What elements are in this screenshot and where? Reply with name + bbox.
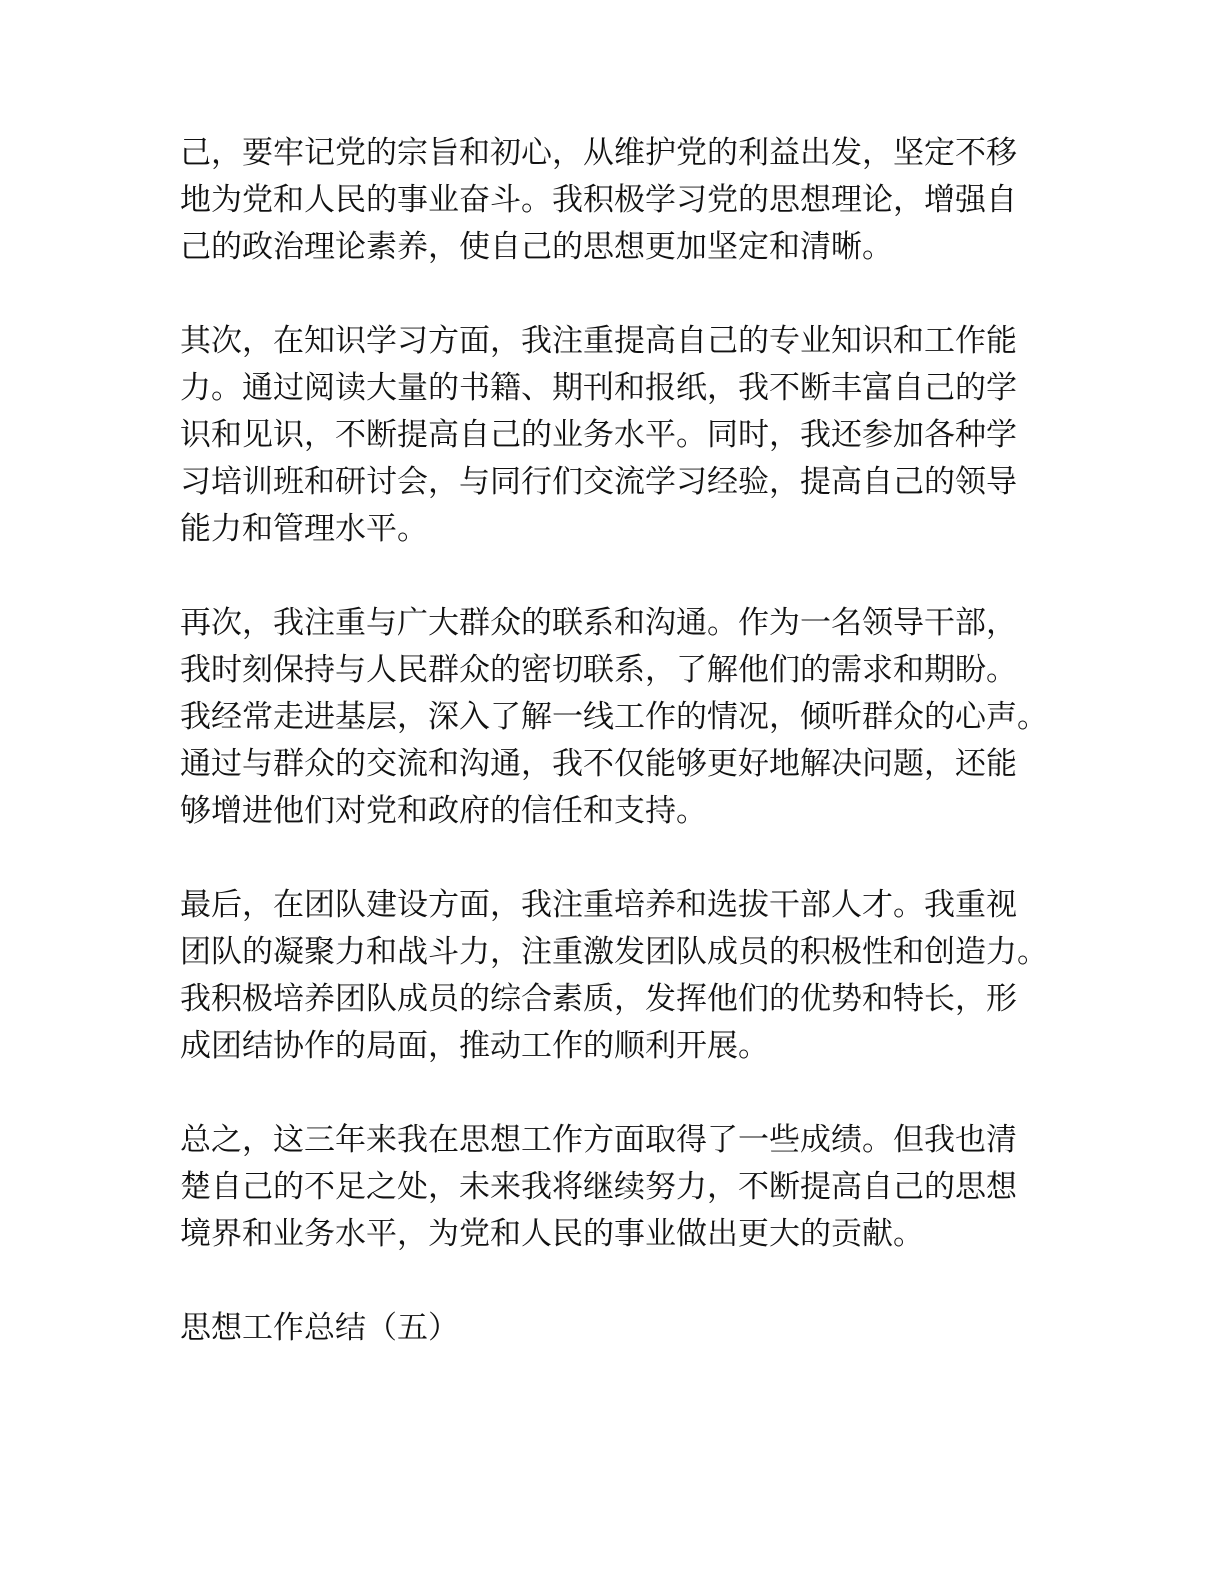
text-line: 能力和管理水平。: [180, 511, 428, 547]
section-heading: 思想工作总结（五）: [180, 1310, 459, 1346]
text-line: 通过与群众的交流和沟通，我不仅能够更好地解决问题，还能: [180, 746, 1017, 782]
text-line: 习培训班和研讨会，与同行们交流学习经验，提高自己的领导: [180, 464, 1017, 500]
document-body: [180, 130, 1050, 1352]
text-line: 我积极培养团队成员的综合素质，发挥他们的优势和特长，形: [180, 981, 1017, 1017]
text-line: 成团结协作的局面，推动工作的顺利开展。: [180, 1028, 769, 1064]
paragraph-5: [180, 1117, 1050, 1258]
text-line: 我经常走进基层，深入了解一线工作的情况，倾听群众的心声。: [180, 699, 1048, 735]
text-line: 够增进他们对党和政府的信任和支持。: [180, 793, 707, 829]
paragraph-4: [180, 882, 1050, 1070]
text-line: 总之，这三年来我在思想工作方面取得了一些成绩。但我也清: [180, 1122, 1017, 1158]
text-line: 楚自己的不足之处，未来我将继续努力，不断提高自己的思想: [180, 1169, 1017, 1205]
text-line: 己，要牢记党的宗旨和初心，从维护党的利益出发，坚定不移: [180, 135, 1017, 171]
text-line: 境界和业务水平，为党和人民的事业做出更大的贡献。: [180, 1216, 924, 1252]
text-line: 地为党和人民的事业奋斗。我积极学习党的思想理论，增强自: [180, 182, 1017, 218]
text-line: 其次，在知识学习方面，我注重提高自己的专业知识和工作能: [180, 323, 1017, 359]
text-line: 最后，在团队建设方面，我注重培养和选拔干部人才。我重视: [180, 887, 1017, 923]
text-line: 团队的凝聚力和战斗力，注重激发团队成员的积极性和创造力。: [180, 934, 1048, 970]
text-line: 再次，我注重与广大群众的联系和沟通。作为一名领导干部，: [180, 605, 1017, 641]
text-line: 我时刻保持与人民群众的密切联系，了解他们的需求和期盼。: [180, 652, 1017, 688]
paragraph-3: [180, 600, 1050, 835]
text-line: 力。通过阅读大量的书籍、期刊和报纸，我不断丰富自己的学: [180, 370, 1017, 406]
paragraph-1: [180, 130, 1050, 271]
paragraph-2: [180, 318, 1050, 553]
text-line: 己的政治理论素养，使自己的思想更加坚定和清晰。: [180, 229, 893, 265]
text-line: 识和见识，不断提高自己的业务水平。同时，我还参加各种学: [180, 417, 1017, 453]
